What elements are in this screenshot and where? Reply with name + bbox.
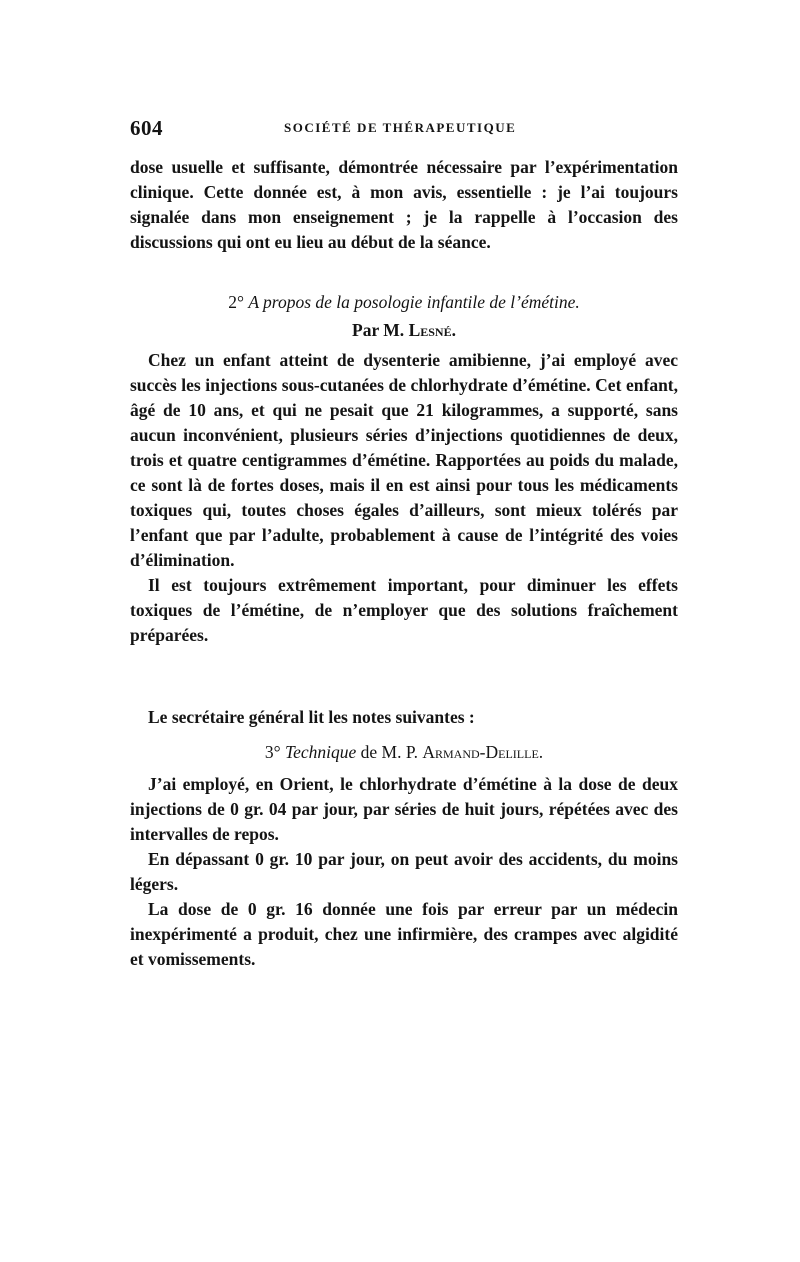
page-header bbox=[130, 116, 678, 144]
section-3-title-italic: Technique bbox=[284, 742, 357, 762]
section-3-body bbox=[130, 772, 678, 972]
section-2-paragraph: Chez un enfant atteint de dysenterie amibienne, j’ai employé avec succès les injections sous-cutanées de chlorhydrate d’émétine. Cet enfant, âgé de 10 ans, et qui ne pesait que 21 kilogrammes, a supporté, sans aucun inconvénient, plusieurs séries d’injections quotidiennes de deux, trois et quatre centigrammes d’émétine. Rapportées au poids du malade, ce sont là de fortes doses, mais il en est ainsi pour tous les médicaments toxiques qui, toutes choses égales d’ailleurs, sont mieux tolérés par l’enfant que par l’adulte, probablement à cause de l’intégrité des voies d’élimination. bbox=[130, 350, 678, 570]
intro-paragraph-block bbox=[130, 155, 678, 255]
section-2-title bbox=[130, 290, 678, 315]
section-3-author-prefix: de M. P. bbox=[360, 742, 418, 762]
secretary-line: Le secrétaire général lit les notes suivantes : bbox=[148, 707, 475, 727]
section-2-author-name: Lesné. bbox=[408, 320, 456, 340]
section-2-author bbox=[130, 318, 678, 343]
section-2-author-prefix: Par M. bbox=[352, 320, 405, 340]
section-3-paragraph: J’ai employé, en Orient, le chlorhydrate d’émétine à la dose de deux injections de 0 gr. 04 par jour, par séries de huit jours, répétées avec des intervalles de repos. bbox=[130, 774, 678, 844]
section-3-paragraph: La dose de 0 gr. 16 donnée une fois par erreur par un médecin inexpérimenté a produit, chez une infirmière, des crampes avec algidité et vomissements. bbox=[130, 899, 678, 969]
section-3-paragraph: En dépassant 0 gr. 10 par jour, on peut avoir des accidents, du moins légers. bbox=[130, 849, 678, 894]
section-2-body bbox=[130, 348, 678, 648]
section-2-title-text: A propos de la posologie infantile de l’émétine. bbox=[248, 292, 580, 312]
section-2-number: 2° bbox=[228, 292, 244, 312]
section-3-number: 3° bbox=[264, 742, 281, 762]
section-3-title bbox=[130, 740, 678, 765]
section-3-author-name: Armand-Delille. bbox=[422, 742, 544, 762]
section-2-paragraph: Il est toujours extrêmement important, pour diminuer les effets toxiques de l’émétine, de n’employer que des solutions fraîchement préparées. bbox=[130, 575, 678, 645]
intro-paragraph: dose usuelle et suffisante, démontrée nécessaire par l’expérimentation clinique. Cette donnée est, à mon avis, essentielle : je l’ai toujours signalée dans mon enseignement ; je la rappelle à l’occasion des discussions qui ont eu lieu au début de la séance. bbox=[130, 157, 678, 252]
running-title: SOCIÉTÉ DE THÉRAPEUTIQUE bbox=[284, 120, 517, 135]
page-number: 604 bbox=[130, 116, 163, 140]
secretary-line-block bbox=[130, 705, 678, 730]
